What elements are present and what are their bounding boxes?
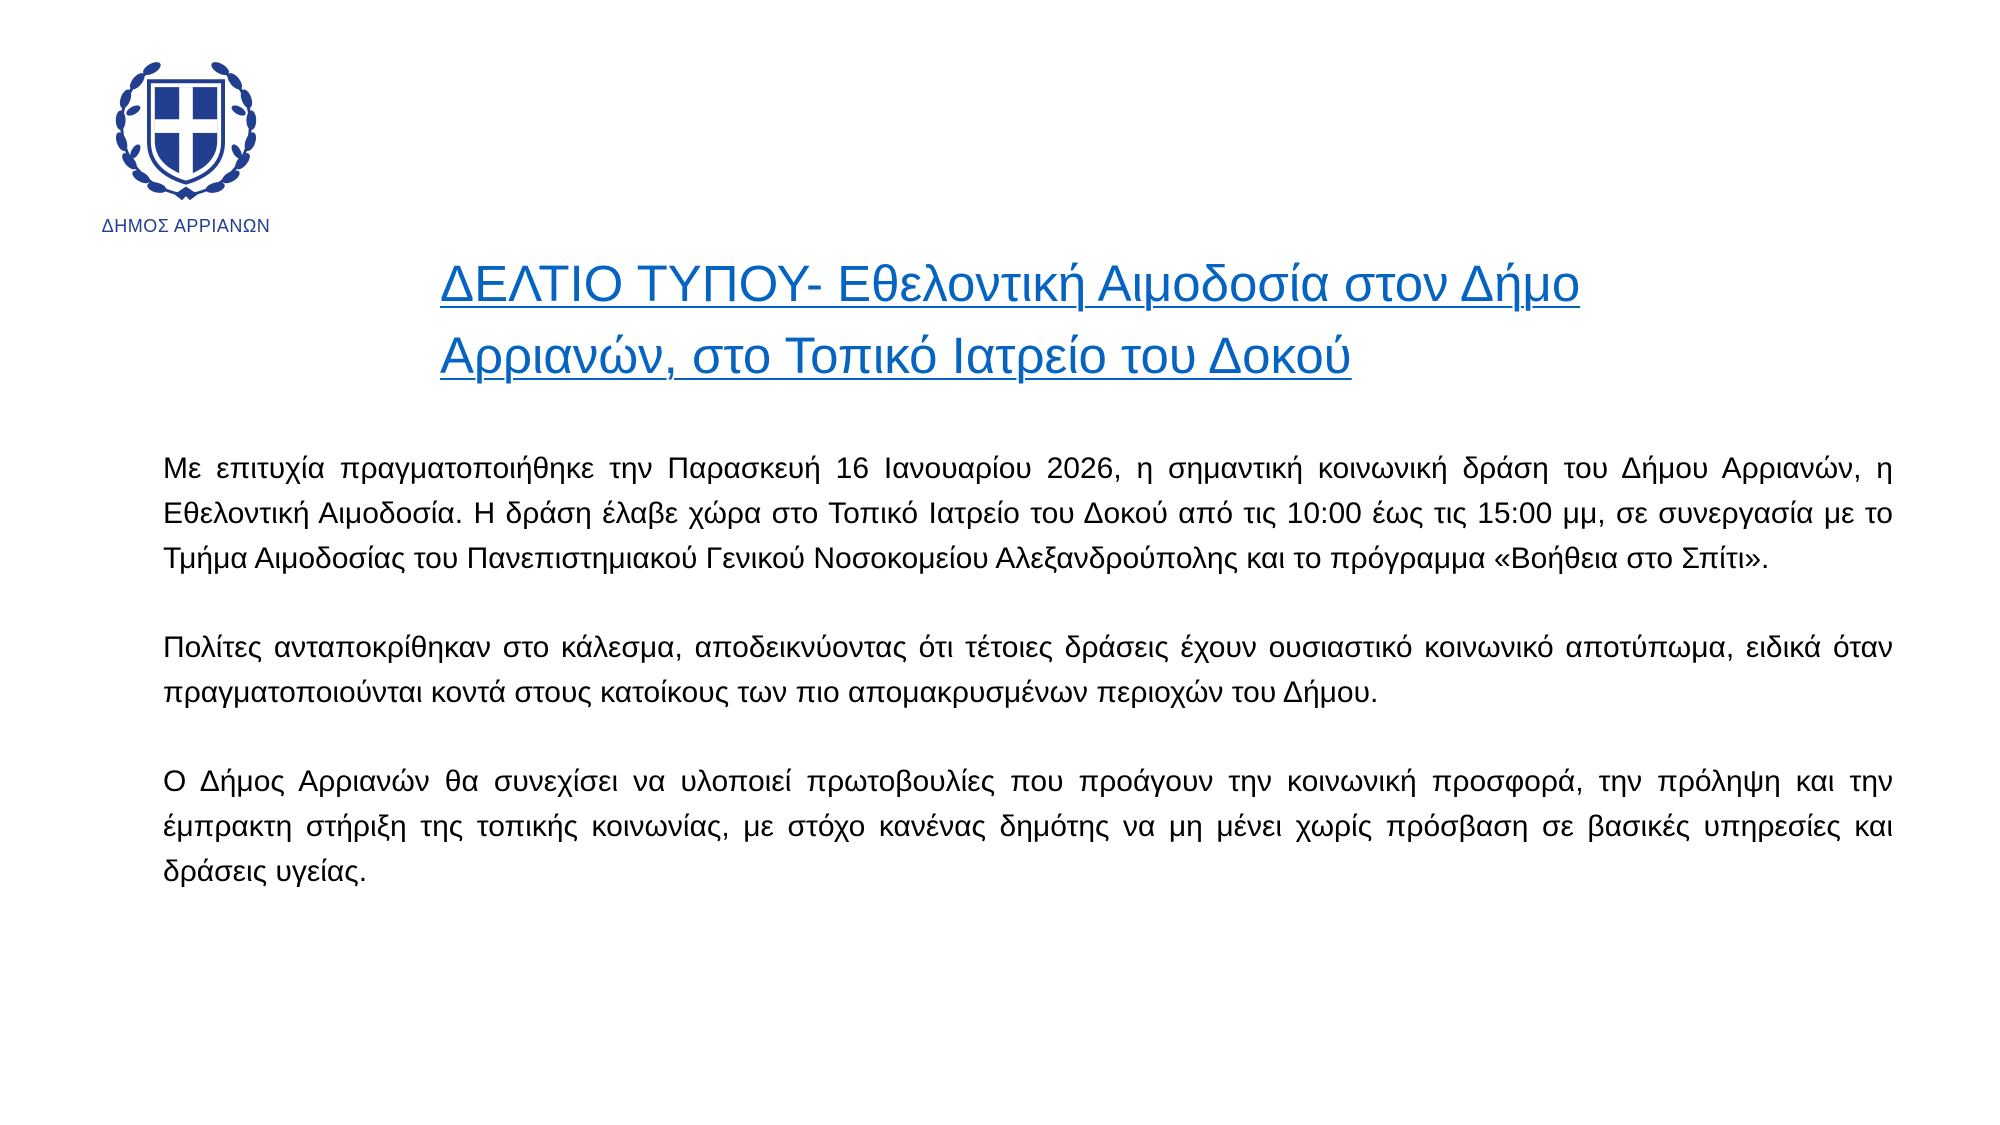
body-paragraph-1: Με επιτυχία πραγματοποιήθηκε την Παρασκευή 16 Ιανουαρίου 2026, η σημαντική κοινωνική δράση του Δήμου Αρριανών, η Εθελοντική Αιμοδοσία. Η δράση έλαβε χώρα στο Τοπικό Ιατρείο του Δοκού από τις 10:00 έως τις 15:00 μμ, σε συνεργασία με το Τμήμα Αιμοδοσίας του Πανεπιστημιακού Γενικού Νοσοκομείου Αλεξανδρούπολης και το πρόγραμμα «Βοήθεια στο Σπίτι». — [163, 452, 1893, 575]
press-release-title-link[interactable]: ΔΕΛΤΙΟ ΤΥΠΟΥ- Εθελοντική Αιμοδοσία στον Δήμο Αρριανών, στο Τοπικό Ιατρείο του Δοκού — [440, 255, 1581, 384]
press-release-body — [163, 446, 1893, 938]
municipality-name: ΔΗΜΟΣ ΑΡΡΙΑΝΩΝ — [101, 216, 271, 236]
municipality-logo — [82, 52, 290, 237]
body-paragraph-3: Ο Δήμος Αρριανών θα συνεχίσει να υλοποιεί πρωτοβουλίες που προάγουν την κοινωνική προσφορά, την πρόληψη και την έμπρακτη στήριξη της τοπικής κοινωνίας, με στόχο κανένας δημότης να μη μένει χωρίς πρόσβαση σε βασικές υπηρεσίες και δράσεις υγείας. — [163, 765, 1893, 888]
press-release-title — [440, 248, 1760, 392]
body-paragraph-2: Πολίτες ανταποκρίθηκαν στο κάλεσμα, αποδεικνύοντας ότι τέτοιες δράσεις έχουν ουσιαστικό κοινωνικό αποτύπωμα, ειδικά όταν πραγματοποιούνται κοντά στους κατοίκους των πιο απομακρυσμένων περιοχών του Δήμου. — [163, 631, 1893, 709]
greek-coat-of-arms-icon — [108, 52, 264, 208]
